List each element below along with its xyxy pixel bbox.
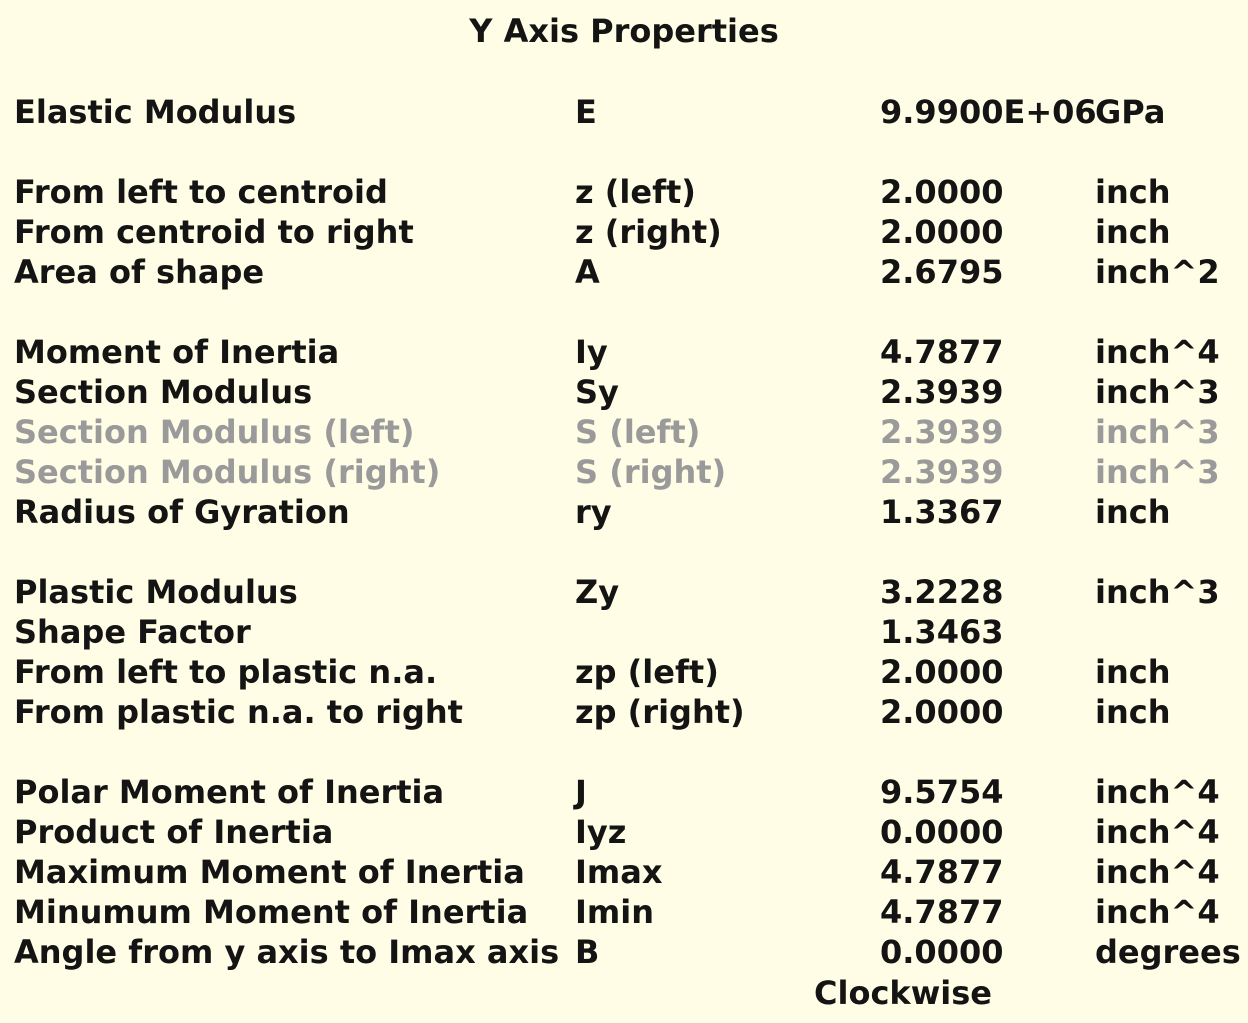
property-row-section-modulus bbox=[0, 372, 1248, 412]
property-label: From left to centroid bbox=[14, 173, 388, 211]
property-label: Product of Inertia bbox=[14, 813, 334, 851]
property-unit: inch^3 bbox=[1095, 453, 1220, 491]
property-unit: GPa bbox=[1095, 93, 1166, 131]
property-row-product-of-inertia bbox=[0, 812, 1248, 852]
property-value: 2.3939 bbox=[880, 413, 1004, 451]
property-value: 9.9900E+06 bbox=[880, 93, 1097, 131]
property-value: 2.6795 bbox=[880, 253, 1004, 291]
property-value: 2.0000 bbox=[880, 213, 1004, 251]
property-symbol: J bbox=[575, 773, 587, 811]
property-unit: inch^4 bbox=[1095, 893, 1220, 931]
property-value: 2.0000 bbox=[880, 693, 1004, 731]
property-row-left-to-centroid bbox=[0, 172, 1248, 212]
property-row-elastic-modulus bbox=[0, 92, 1248, 132]
property-label: From centroid to right bbox=[14, 213, 414, 251]
property-row-section-modulus-left bbox=[0, 412, 1248, 452]
property-label: Plastic Modulus bbox=[14, 573, 298, 611]
property-value: 0.0000 bbox=[880, 933, 1004, 971]
property-row-plastic-na-to-right bbox=[0, 692, 1248, 732]
property-unit: inch^4 bbox=[1095, 773, 1220, 811]
property-symbol: S (left) bbox=[575, 413, 701, 451]
property-value: 3.2228 bbox=[880, 573, 1004, 611]
property-symbol: Zy bbox=[575, 573, 620, 611]
property-label: Area of shape bbox=[14, 253, 265, 291]
property-row-section-modulus-right bbox=[0, 452, 1248, 492]
property-symbol: S (right) bbox=[575, 453, 727, 491]
property-symbol: Iyz bbox=[575, 813, 627, 851]
property-label: Section Modulus bbox=[14, 373, 313, 411]
property-unit: inch bbox=[1095, 213, 1171, 251]
property-label: Elastic Modulus bbox=[14, 93, 297, 131]
property-label: Maximum Moment of Inertia bbox=[14, 853, 525, 891]
property-row-area bbox=[0, 252, 1248, 292]
property-row-centroid-to-right bbox=[0, 212, 1248, 252]
property-unit: degrees bbox=[1095, 933, 1241, 971]
property-value: 1.3463 bbox=[880, 613, 1004, 651]
property-symbol: z (right) bbox=[575, 213, 722, 251]
property-value: 4.7877 bbox=[880, 333, 1004, 371]
property-row-shape-factor bbox=[0, 612, 1248, 652]
property-label: Section Modulus (left) bbox=[14, 413, 415, 451]
property-symbol: z (left) bbox=[575, 173, 696, 211]
property-unit: inch bbox=[1095, 693, 1171, 731]
property-unit: inch bbox=[1095, 173, 1171, 211]
property-unit: inch^2 bbox=[1095, 253, 1220, 291]
property-label: Polar Moment of Inertia bbox=[14, 773, 445, 811]
property-row-moment-of-inertia bbox=[0, 332, 1248, 372]
property-label: Angle from y axis to Imax axis bbox=[14, 933, 560, 971]
property-unit: inch^3 bbox=[1095, 413, 1220, 451]
property-unit: inch^4 bbox=[1095, 853, 1220, 891]
panel-title: Y Axis Properties bbox=[469, 12, 779, 50]
property-symbol: A bbox=[575, 253, 600, 291]
property-value: 1.3367 bbox=[880, 493, 1004, 531]
property-value: 2.3939 bbox=[880, 453, 1004, 491]
property-value: 0.0000 bbox=[880, 813, 1004, 851]
property-value: 4.7877 bbox=[880, 853, 1004, 891]
rotation-direction-note: Clockwise bbox=[814, 974, 992, 1012]
property-label: From plastic n.a. to right bbox=[14, 693, 463, 731]
property-symbol: Imin bbox=[575, 893, 654, 931]
property-value: 2.3939 bbox=[880, 373, 1004, 411]
property-unit: inch bbox=[1095, 653, 1171, 691]
property-row-left-to-plastic-na bbox=[0, 652, 1248, 692]
property-unit: inch^3 bbox=[1095, 573, 1220, 611]
property-row-polar-moment bbox=[0, 772, 1248, 812]
property-row-min-moment bbox=[0, 892, 1248, 932]
property-unit: inch^4 bbox=[1095, 813, 1220, 851]
property-label: Moment of Inertia bbox=[14, 333, 340, 371]
property-label: Minumum Moment of Inertia bbox=[14, 893, 529, 931]
property-symbol: zp (left) bbox=[575, 653, 719, 691]
property-value: 2.0000 bbox=[880, 173, 1004, 211]
property-symbol: ry bbox=[575, 493, 612, 531]
property-row-radius-of-gyration bbox=[0, 492, 1248, 532]
property-label: Shape Factor bbox=[14, 613, 251, 651]
property-symbol: E bbox=[575, 93, 597, 131]
property-value: 4.7877 bbox=[880, 893, 1004, 931]
property-label: Radius of Gyration bbox=[14, 493, 350, 531]
property-unit: inch^4 bbox=[1095, 333, 1220, 371]
property-value: 9.5754 bbox=[880, 773, 1004, 811]
property-symbol: B bbox=[575, 933, 600, 971]
property-symbol: Sy bbox=[575, 373, 619, 411]
property-unit: inch^3 bbox=[1095, 373, 1220, 411]
property-label: From left to plastic n.a. bbox=[14, 653, 438, 691]
property-symbol: zp (right) bbox=[575, 693, 745, 731]
property-value: 2.0000 bbox=[880, 653, 1004, 691]
property-row-angle-to-imax bbox=[0, 932, 1248, 972]
property-row-max-moment bbox=[0, 852, 1248, 892]
property-label: Section Modulus (right) bbox=[14, 453, 441, 491]
property-row-plastic-modulus bbox=[0, 572, 1248, 612]
property-symbol: Imax bbox=[575, 853, 663, 891]
property-unit: inch bbox=[1095, 493, 1171, 531]
property-symbol: Iy bbox=[575, 333, 608, 371]
